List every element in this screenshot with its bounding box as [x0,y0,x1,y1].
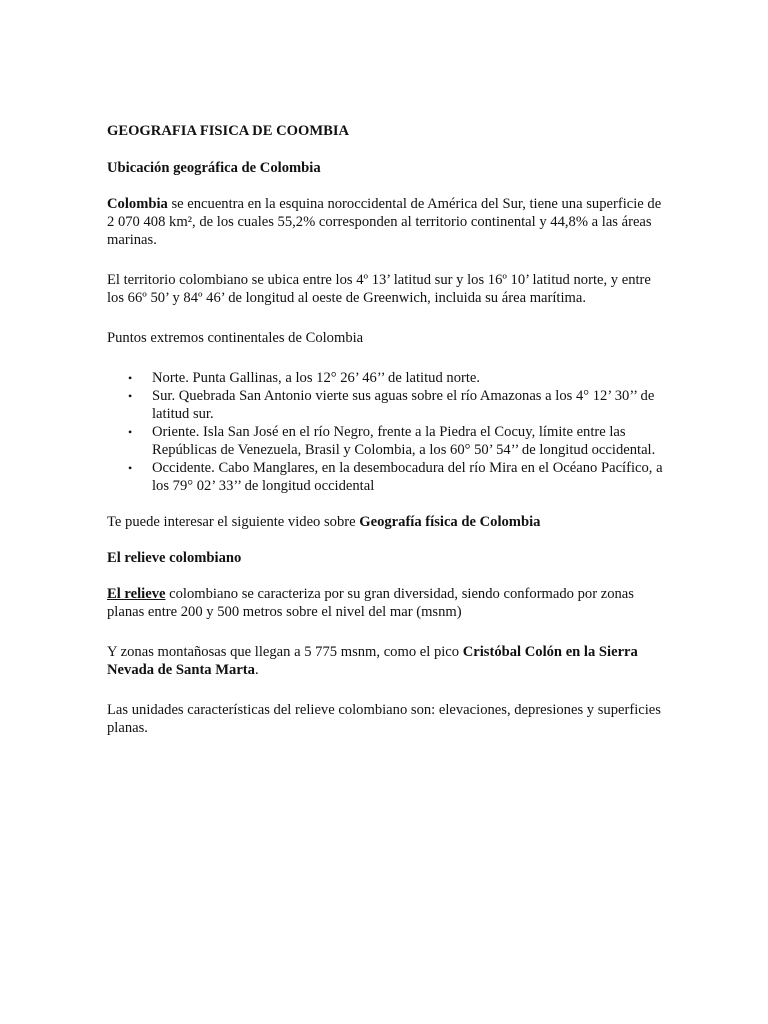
bullet-icon: • [128,371,133,385]
document-title: GEOGRAFIA FISICA DE COOMBIA [107,123,350,139]
paragraph-zonas-montanosas [107,643,667,679]
paragraph-video [107,513,667,531]
paragraph-zonas-text: Y zonas montañosas que llegan a 5 775 msnm, como el pico [107,644,463,660]
paragraph-relieve [107,585,667,621]
paragraph-territorio: El territorio colombiano se ubica entre los 4º 13’ latitud sur y los 16º 10’ latitud norte, y entre los 66º 50’ y 84º 46’ de longitud al oeste de Greenwich, incluida su área marítima. [107,272,651,306]
bold-pico-cristobal-colon: Cristóbal Colón en la Sierra Nevada de Santa Marta [107,644,638,678]
bold-video-link[interactable]: Geografía física de Colombia [359,514,541,530]
paragraph-video-text: Te puede interesar el siguiente video sobre [107,514,360,530]
paragraph-unidades: Las unidades características del relieve colombiano son: elevaciones, depresiones y superficies planas. [107,702,661,736]
bullet-icon: • [128,425,133,439]
list-item-text: Norte. Punta Gallinas, a los 12° 26’ 46’’ de latitud norte. [152,370,481,386]
list-item [107,369,667,387]
list-item [107,423,667,459]
list-puntos-extremos [107,369,667,495]
list-item-text: Sur. Quebrada San Antonio vierte sus aguas sobre el río Amazonas a los 4° 12’ 30’’ de latitud sur. [152,388,655,422]
list-item [107,459,667,495]
bullet-icon: • [128,389,133,403]
link-el-relieve-text: El relieve [107,586,166,602]
bold-colombia: Colombia [107,196,168,212]
section-heading-ubicacion: Ubicación geográfica de Colombia [107,160,321,176]
list-item [107,387,667,423]
paragraph-puntos-extremos: Puntos extremos continentales de Colombia [107,330,364,346]
list-item-text: Oriente. Isla San José en el río Negro, frente a la Piedra el Cocuy, límite entre las Repúblicas de Venezuela, Brasil y Colombia, a los 60° 50’ 54’’ de longitud occidental. [152,424,656,458]
paragraph-zonas-end: . [254,662,259,678]
list-item-text: Occidente. Cabo Manglares, en la desembocadura del río Mira en el Océano Pacífico, a los 79° 02’ 33’’ de longitud occidental [152,460,663,494]
section-heading-relieve: El relieve colombiano [107,550,242,566]
link-el-relieve[interactable] [107,586,166,602]
paragraph-colombia-intro-text: se encuentra en la esquina noroccidental de América del Sur, tiene una superficie de 2 070 408 km², de los cuales 55,2% corresponden al territorio continental y 44,8% a las áreas marinas. [107,196,662,248]
bullet-icon: • [128,461,133,475]
document-page [107,122,667,755]
paragraph-colombia-intro [107,195,667,249]
paragraph-relieve-text: colombiano se caracteriza por su gran diversidad, siendo conformado por zonas planas entre 200 y 500 metros sobre el nivel del mar (msnm) [107,586,634,620]
